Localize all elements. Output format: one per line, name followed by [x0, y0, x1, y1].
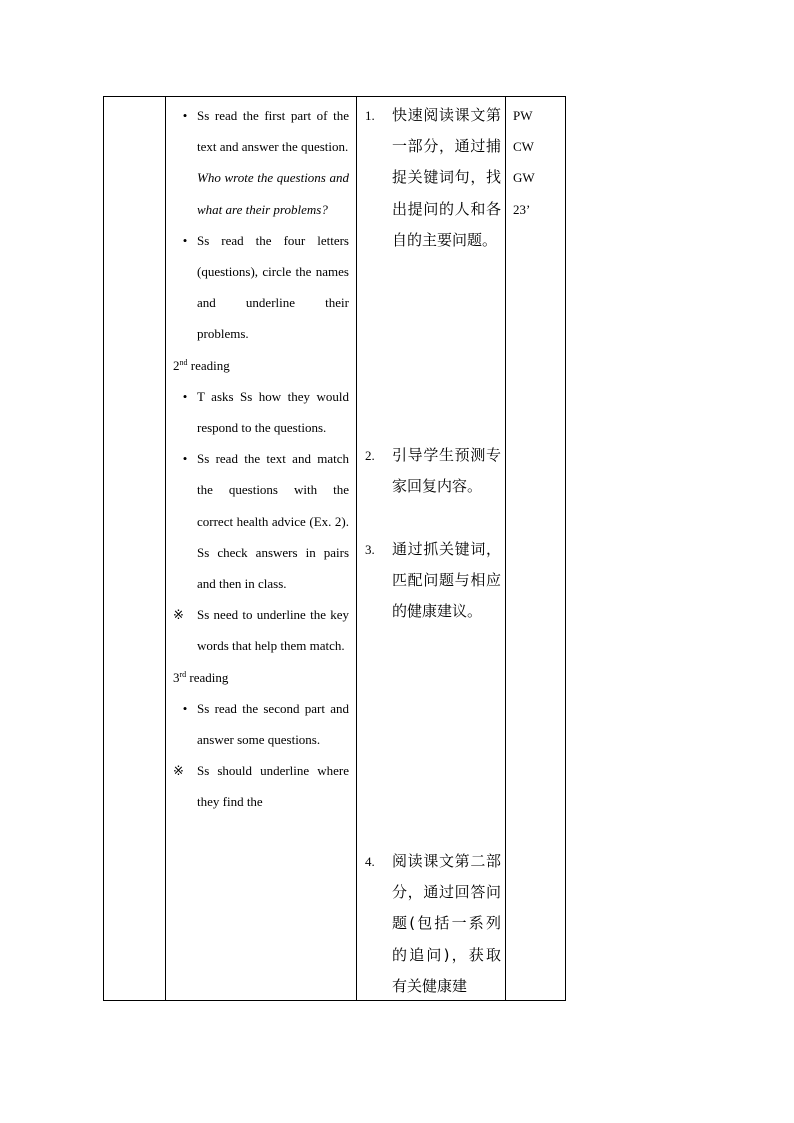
list-item: [173, 443, 349, 599]
list-item: [173, 599, 349, 661]
list-item: [173, 693, 349, 755]
procedure-list: [166, 97, 356, 818]
interaction-modes: [506, 97, 565, 225]
procedure-text: Ss read the second part and answer some questions.: [197, 700, 349, 748]
stage-heading: [173, 662, 349, 693]
procedure-text: T asks Ss how they would respond to the questions.: [197, 388, 349, 436]
stage-ordinal: 3: [173, 669, 180, 685]
mode-group-work: GW: [513, 170, 535, 186]
note-marker: ※: [173, 763, 184, 779]
purpose-text: 阅读课文第二部分，通过回答问题(包括一系列的追问)，获取有关健康建: [392, 852, 501, 995]
purpose-number: 2.: [365, 448, 375, 463]
list-item: [173, 755, 349, 817]
note-text: Ss should underline where they find the: [197, 763, 349, 810]
procedure-text: Ss read the text and match the questions with the correct health advice (Ex. 2). Ss check answers in pairs and then in class.: [197, 451, 349, 592]
list-item: [173, 381, 349, 443]
question-text: Who wrote the questions and what are their problems?: [197, 170, 349, 217]
stage-label: reading: [187, 357, 230, 373]
purpose-number: 4.: [365, 854, 375, 869]
list-item: [173, 225, 349, 350]
bullet-marker: •: [182, 388, 188, 404]
purpose-cell: [357, 97, 506, 1001]
bullet-marker: •: [182, 451, 188, 467]
stage-ordinal: 2: [173, 357, 180, 373]
purpose-number: 3.: [365, 542, 375, 557]
note-text: Ss need to underline the key words that help them match.: [197, 607, 349, 654]
procedure-cell: [166, 97, 357, 1001]
mode-pair-work: PW: [513, 108, 533, 123]
time-allotment: 23’: [513, 201, 531, 217]
mode-cell: [506, 97, 566, 1001]
mode-class-work: CW: [513, 139, 534, 155]
bullet-marker: •: [182, 700, 188, 716]
list-item: [173, 162, 349, 224]
stage-suffix: nd: [179, 357, 188, 367]
table-row: [104, 97, 566, 1001]
procedure-text: Ss read the first part of the text and answer the question.: [197, 108, 349, 155]
procedure-text: Ss read the four letters (questions), circle the names and underline their problems.: [197, 232, 349, 342]
lesson-plan-table: [103, 96, 566, 1001]
purpose-item: [363, 846, 501, 1002]
bullet-marker: •: [182, 232, 188, 248]
purpose-item: [363, 534, 501, 628]
bullet-marker: •: [182, 108, 188, 123]
purpose-text: 通过抓关键词，匹配问题与相应的健康建议。: [392, 540, 501, 621]
purpose-text: 快速阅读课文第一部分，通过捕捉关键词句，找出提问的人和各自的主要问题。: [392, 106, 501, 249]
note-marker: ※: [173, 607, 184, 623]
stage-suffix: rd: [179, 669, 187, 679]
purpose-number: 1.: [365, 108, 375, 123]
purpose-item: [363, 440, 501, 502]
purpose-text: 引导学生预测专家回复内容。: [392, 446, 501, 496]
list-item: [173, 100, 349, 162]
stage-label: reading: [186, 669, 229, 685]
stage-heading: [173, 350, 349, 381]
purpose-item: [363, 100, 501, 256]
stage-cell: [104, 97, 166, 1001]
